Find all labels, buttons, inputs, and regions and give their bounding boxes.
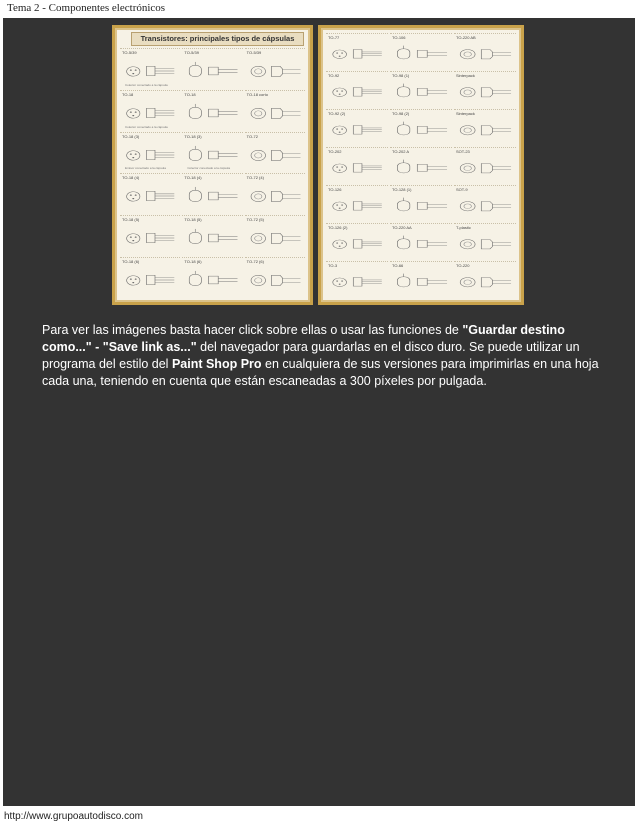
capsule-cell xyxy=(182,132,242,172)
capsule-label: TO-18 xyxy=(122,91,134,97)
capsule-cell xyxy=(120,257,180,297)
capsule-cell xyxy=(120,132,180,172)
capsule-label: TO-72 (5) xyxy=(246,217,264,223)
image-paper xyxy=(323,30,519,300)
capsule-cell xyxy=(245,132,305,172)
page-footer xyxy=(0,806,638,826)
capsule-cell xyxy=(326,71,388,107)
capsule-cell xyxy=(326,261,388,297)
capsule-caption: Colector conectado a la cápsula xyxy=(187,166,231,171)
capsule-label: TO-18 (6) xyxy=(184,259,202,265)
capsule-cell xyxy=(326,109,388,145)
capsule-label: TO-220 AA xyxy=(392,225,412,230)
save-as-command: "Guardar destino como..." - "Save link as..." xyxy=(42,323,565,354)
capsule-label: Sinterpack xyxy=(456,73,475,78)
capsule-label: TO-18 (3) xyxy=(184,133,202,139)
capsule-label: TO-126 xyxy=(328,187,342,192)
capsule-cell xyxy=(120,215,180,255)
capsule-cell xyxy=(182,90,242,130)
capsule-label: SOT-23 xyxy=(456,149,470,154)
instructions-text: en cualquiera de sus versiones para imprimirlas en una hoja cada una, teniendo en cuenta que están escaneadas a 300 píxeles por pulgada. xyxy=(42,357,599,388)
capsule-label: TO-220 AB xyxy=(456,35,476,40)
instructions-paragraph xyxy=(42,322,606,390)
capsule-cell xyxy=(182,215,242,255)
transistor-capsules-image-2[interactable] xyxy=(318,25,524,305)
capsule-label: TO-18 (3) xyxy=(122,133,140,139)
capsule-caption: Colector conectado a la cápsula xyxy=(125,124,168,129)
capsule-label: TO-220 xyxy=(456,263,470,268)
capsule-cell xyxy=(182,48,242,88)
capsule-cell xyxy=(454,223,516,259)
capsule-label: TO-202 A xyxy=(392,149,410,154)
capsule-cell xyxy=(390,223,452,259)
document-title: Tema 2 - Componentes electrónicos xyxy=(7,2,166,14)
image-banner-title: Transistores: principales tipos de cápsulas xyxy=(131,32,304,46)
capsule-cell xyxy=(182,173,242,213)
paint-shop-pro-name: Paint Shop Pro xyxy=(171,357,262,371)
instructions-text: Para ver las imágenes basta hacer click sobre ellas o usar las funciones de xyxy=(42,323,463,337)
capsule-cell xyxy=(245,90,305,130)
capsule-label: TO-18 xyxy=(184,91,196,97)
capsule-cell xyxy=(182,257,242,297)
capsule-label: TO-72 xyxy=(246,133,258,139)
capsule-cell xyxy=(390,71,452,107)
capsule-label: TO-98 (1) xyxy=(392,73,410,78)
capsule-label: TO-98 (2) xyxy=(392,111,410,116)
capsule-cell xyxy=(245,173,305,213)
capsule-label: TO-128 (1) xyxy=(392,187,412,192)
capsule-label: TO-18 (6) xyxy=(122,259,140,265)
capsule-label: TO-18 (4) xyxy=(122,175,140,181)
capsule-cell xyxy=(454,71,516,107)
capsule-cell xyxy=(120,48,180,88)
capsule-diagram-grid xyxy=(326,33,516,297)
capsule-cell xyxy=(454,109,516,145)
transistor-capsules-image-1[interactable] xyxy=(112,25,313,305)
capsule-caption: Emisor conectado a la cápsula xyxy=(125,166,166,171)
capsule-label: TO-18 (4) xyxy=(184,175,202,181)
capsule-diagram-grid xyxy=(120,48,305,297)
capsule-label: T-plastic xyxy=(456,225,471,230)
capsule-cell xyxy=(390,147,452,183)
capsule-label: TO-5/39 xyxy=(246,50,262,55)
capsule-cell xyxy=(326,185,388,221)
capsule-label: TO-72 (4) xyxy=(246,175,264,181)
capsule-label: Sinterpack xyxy=(456,111,475,116)
capsule-label: TO-18 corto xyxy=(246,91,268,97)
capsule-label: TO-126 (2) xyxy=(328,225,348,230)
capsule-cell xyxy=(245,48,305,88)
instructions-text: del navegador para guardarlas en el disco duro. Se puede utilizar un programa del estilo del xyxy=(42,340,580,371)
capsule-cell xyxy=(245,215,305,255)
page-header xyxy=(0,0,638,17)
capsule-cell xyxy=(454,147,516,183)
capsule-label: TO-5/39 xyxy=(184,50,199,55)
capsule-cell xyxy=(326,147,388,183)
capsule-cell xyxy=(390,185,452,221)
capsule-cell xyxy=(390,261,452,297)
capsule-cell xyxy=(326,223,388,259)
capsule-caption: Colector conectado a la cápsula xyxy=(125,82,168,87)
capsule-label: TO-92 xyxy=(328,73,340,78)
capsule-cell xyxy=(454,33,516,69)
capsule-label: TO-66 xyxy=(392,263,404,268)
capsule-label: TO-18 (5) xyxy=(184,217,202,223)
capsule-label: TO-106 xyxy=(392,35,406,40)
capsule-cell xyxy=(390,109,452,145)
capsule-cell xyxy=(245,257,305,297)
capsule-cell xyxy=(390,33,452,69)
image-paper xyxy=(117,30,308,300)
capsule-cell xyxy=(454,185,516,221)
capsule-cell xyxy=(120,90,180,130)
capsule-label: TO-202 xyxy=(328,149,342,154)
capsule-cell xyxy=(454,261,516,297)
capsule-label: TO-3 xyxy=(328,263,338,268)
capsule-cell xyxy=(326,33,388,69)
footer-url: http://www.grupoautodisco.com xyxy=(4,811,143,822)
capsule-cell xyxy=(120,173,180,213)
capsule-label: TO-5/39 xyxy=(122,50,137,55)
capsule-label: TO-92 (2) xyxy=(328,111,346,116)
capsule-label: TO-77 xyxy=(328,35,340,40)
capsule-label: TO-18 (5) xyxy=(122,217,140,223)
content-area xyxy=(3,18,635,806)
capsule-label: SOT-9 xyxy=(456,187,468,192)
capsule-label: TO-72 (6) xyxy=(246,259,264,265)
